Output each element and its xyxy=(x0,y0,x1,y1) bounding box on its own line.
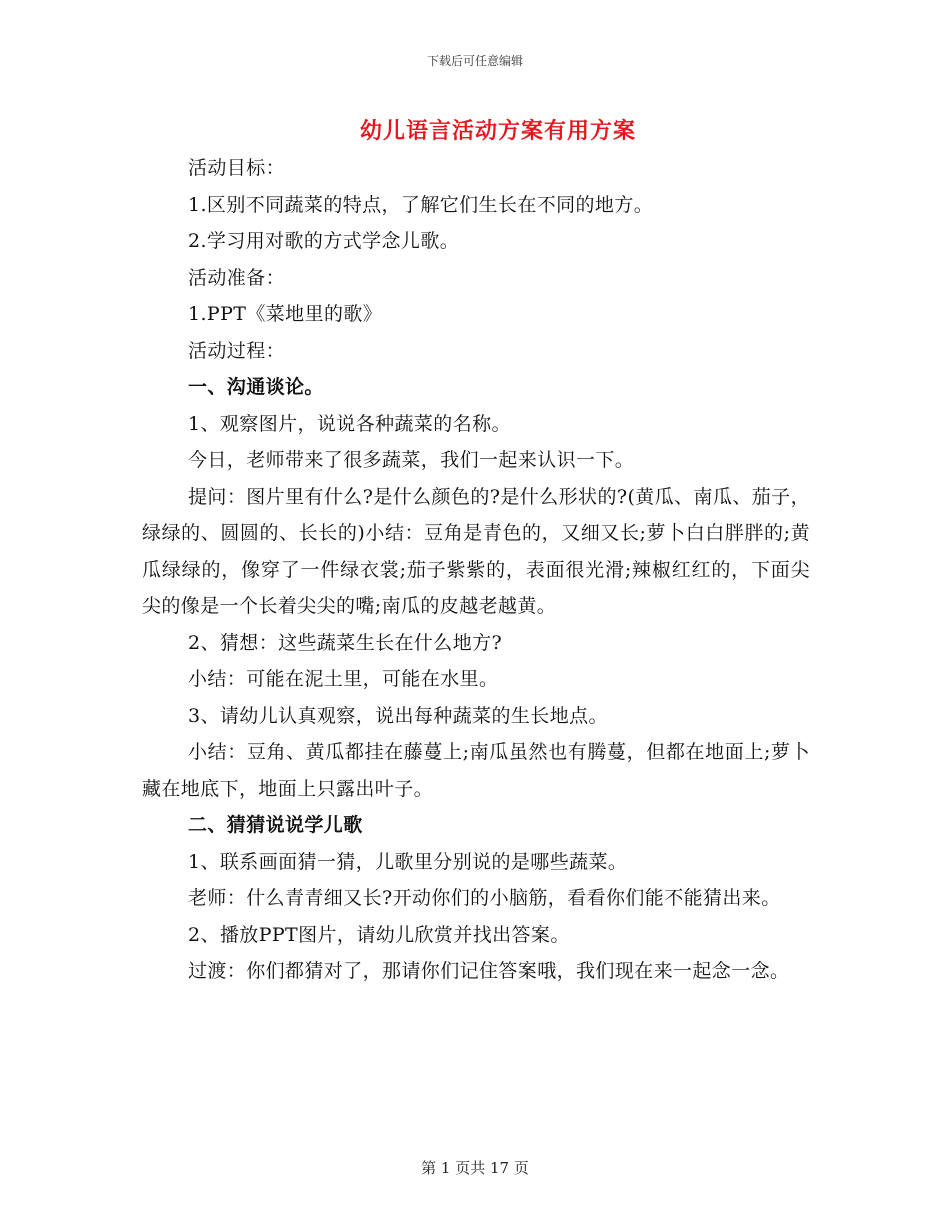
paragraph: 今日，老师带来了很多蔬菜，我们一起来认识一下。 xyxy=(188,449,635,471)
paragraph: 老师：什么青青细又长?开动你们的小脑筋，看看你们能不能猜出来。 xyxy=(188,887,781,909)
paragraph: 1.区别不同蔬菜的特点，了解它们生长在不同的地方。 xyxy=(188,193,654,216)
paragraph: 1.PPT《菜地里的歌》 xyxy=(188,303,383,325)
paragraph: 活动过程： xyxy=(188,339,286,362)
paragraph: 2、播放PPT图片，请幼儿欣赏并找出答案。 xyxy=(188,923,570,946)
paragraph: 1、联系画面猜一猜，儿歌里分别说的是哪些蔬菜。 xyxy=(188,850,628,873)
paragraph: 2.学习用对歌的方式学念儿歌。 xyxy=(188,230,460,252)
page-number: 第 1 页共 17 页 xyxy=(421,1159,529,1177)
paragraph: 过渡：你们都猜对了，那请你们记住答案哦，我们现在来一起念一念。 xyxy=(188,960,790,982)
paragraph: 1、观察图片，说说各种蔬菜的名称。 xyxy=(188,412,511,435)
paragraph: 提问：图片里有什么?是什么颜色的?是什么形状的?(黄瓜、南瓜、茄子，绿绿的、圆圆的、长长的)小结：豆角是青色的，又细又长;萝卜白白胖胖的;黄瓜绿绿的，像穿了一件绿衣裳;茄子紫紫的，表面很光滑;辣椒红红的，下面尖尖的像是一个长着尖尖的嘴;南瓜的皮越老越黄。 xyxy=(142,485,810,617)
paragraph: 小结：可能在泥土里，可能在水里。 xyxy=(188,668,499,690)
section-heading: 二、猜猜说说学儿歌 xyxy=(188,814,363,836)
header-note: 下载后可任意编辑 xyxy=(426,54,523,68)
paragraph: 3、请幼儿认真观察，说出每种蔬菜的生长地点。 xyxy=(188,704,608,727)
paragraph: 2、猜想：这些蔬菜生长在什么地方? xyxy=(188,631,503,654)
paragraph: 活动准备： xyxy=(188,266,286,289)
document-body xyxy=(142,150,810,990)
section-heading: 一、沟通谈论。 xyxy=(188,376,324,398)
paragraph: 活动目标： xyxy=(188,157,286,179)
paragraph: 小结：豆角、黄瓜都挂在藤蔓上;南瓜虽然也有腾蔓，但都在地面上;萝卜藏在地底下，地面上只露出叶子。 xyxy=(142,741,810,800)
document-title: 幼儿语言活动方案有用方案 xyxy=(359,118,636,144)
